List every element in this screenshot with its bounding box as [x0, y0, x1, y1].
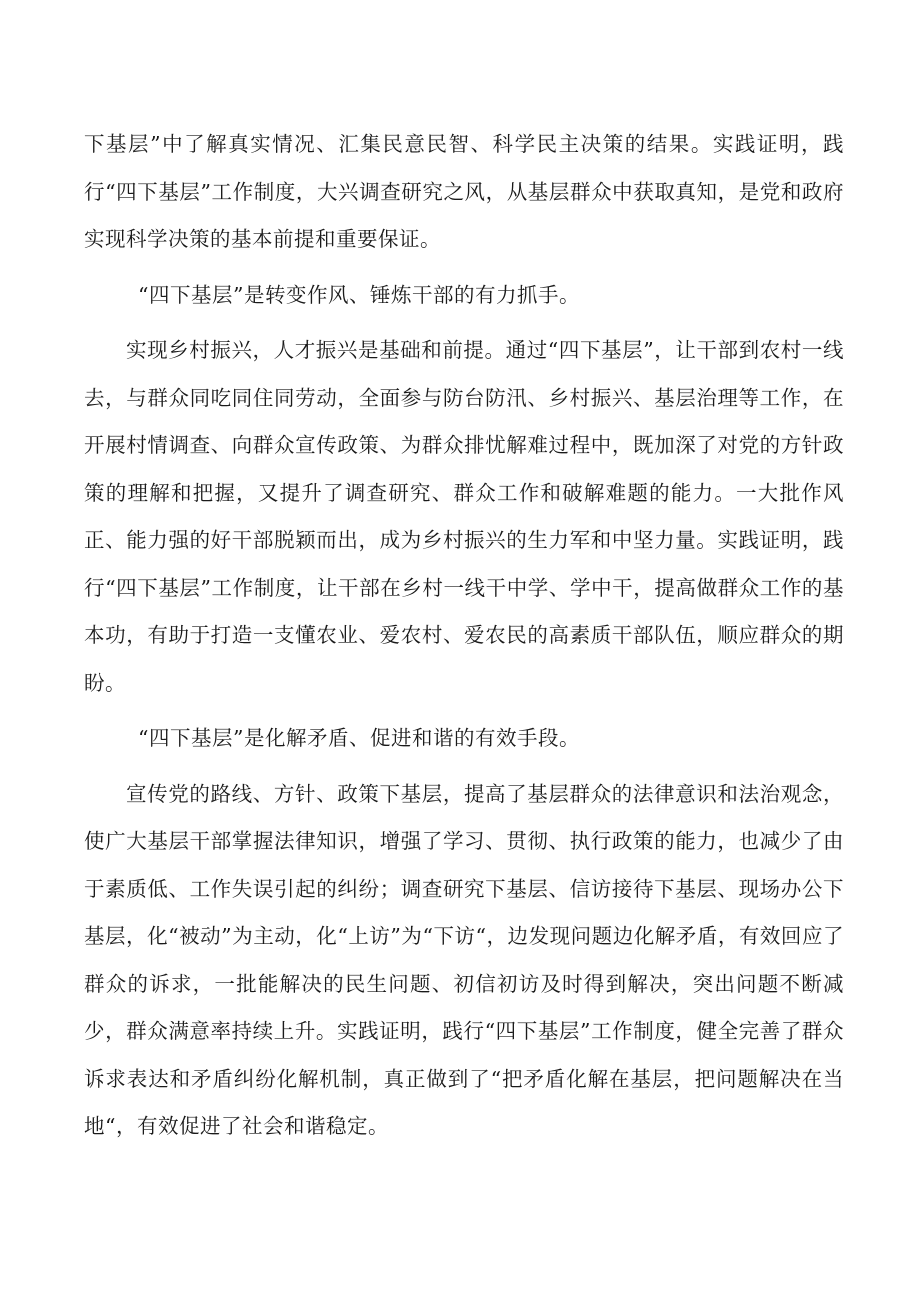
document-body: [84, 121, 844, 1159]
paragraph-continuation: 下基层”中了解真实情况、汇集民意民智、科学民主决策的结果。实践证明，践行“四下基层”工作制度，大兴调查研究之风，从基层群众中获取真知，是党和政府实现科学决策的基本前提和重要保证。: [84, 132, 844, 251]
section-heading-conflict: “四下基层”是化解矛盾、促进和谐的有效手段。: [138, 726, 580, 750]
paragraph-conflict-resolution: 宣传党的路线、方针、政策下基层，提高了基层群众的法律意识和法治观念，使广大基层干部掌握法律知识，增强了学习、贯彻、执行政策的能力，也减少了由于素质低、工作失误引起的纠纷；调查研究下基层、信访接待下基层、现场办公下基层，化“被动”为主动，化“上访”为“下访“，边发现问题边化解矛盾，有效回应了群众的诉求，一批能解决的民生问题、初信初访及时得到解决，突出问题不断减少，群众满意率持续上升。实践证明，践行“四下基层”工作制度，健全完善了群众诉求表达和矛盾纠纷化解机制，真正做到了“把矛盾化解在基层，把问题解决在当地“，有效促进了社会和谐稳定。: [84, 781, 844, 1138]
section-heading-style: “四下基层”是转变作风、锤炼干部的有力抓手。: [138, 282, 580, 307]
paragraph-rural-revitalization: 实现乡村振兴，人才振兴是基础和前提。通过“四下基层”，让干部到农村一线去，与群众同吃同住同劳动，全面参与防台防汛、乡村振兴、基层治理等工作，在开展村情调查、向群众宣传政策、为群众排忧解难过程中，既加深了对党的方针政策的理解和把握，又提升了调查研究、群众工作和破解难题的能力。一大批作风正、能力强的好干部脱颖而出，成为乡村振兴的生力军和中坚力量。实践证明，践行“四下基层”工作制度，让干部在乡村一线干中学、学中干，提高做群众工作的基本功，有助于打造一支懂农业、爱农村、爱农民的高素质干部队伍，顺应群众的期盼。: [84, 338, 844, 695]
